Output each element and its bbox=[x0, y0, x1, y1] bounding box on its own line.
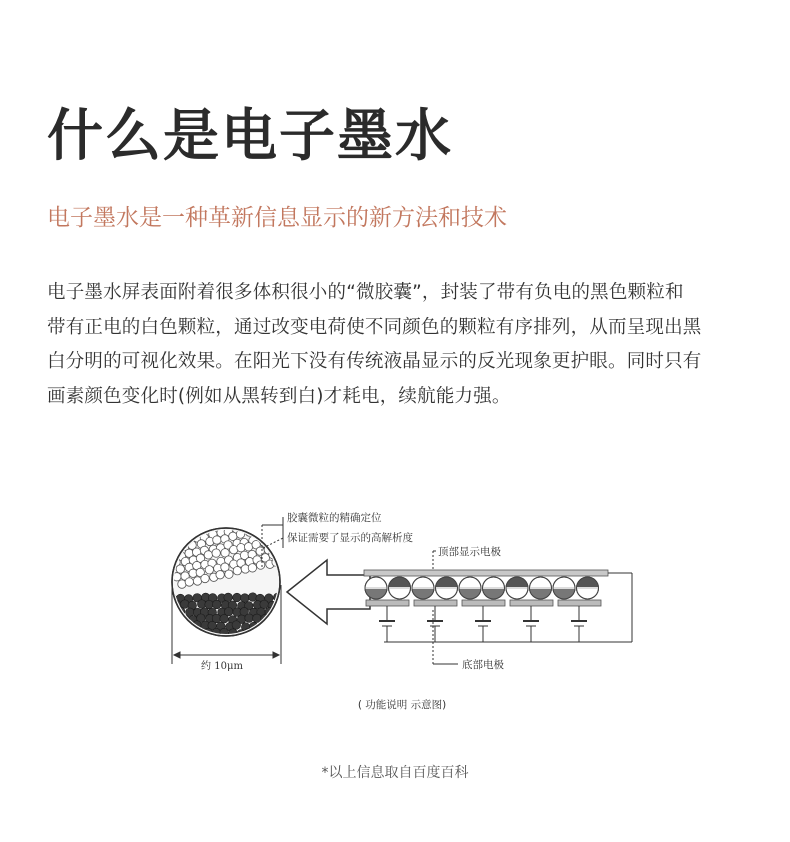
capsule-label: 胶囊微粒的精确定位 bbox=[287, 512, 382, 524]
black-particle bbox=[180, 630, 189, 639]
microcapsule bbox=[530, 577, 552, 599]
black-particle bbox=[232, 621, 241, 630]
white-particle bbox=[262, 526, 270, 534]
white-particle bbox=[274, 530, 282, 538]
black-particle bbox=[177, 621, 186, 630]
black-particle bbox=[253, 614, 262, 623]
black-particle bbox=[168, 607, 177, 616]
white-particle bbox=[237, 516, 245, 524]
white-particle bbox=[245, 515, 253, 523]
bottom-electrode-segment bbox=[414, 600, 457, 606]
white-particle bbox=[213, 536, 221, 544]
white-particle bbox=[180, 528, 188, 536]
bottom-electrode-segment bbox=[366, 600, 409, 606]
black-particle bbox=[276, 629, 285, 638]
white-particle bbox=[178, 537, 186, 545]
white-particle bbox=[268, 509, 276, 517]
size-label: 约 10μm bbox=[201, 661, 243, 672]
black-particle bbox=[260, 600, 269, 609]
page-title: 什么是电子墨水 bbox=[47, 104, 453, 169]
description-line: 电子墨水屏表面附着很多体积很小的“微胶囊”，封装了带有负电的黑色颗粒和 bbox=[47, 282, 684, 303]
black-particle bbox=[205, 600, 214, 609]
description-line: 白分明的可视化效果。在阳光下没有传统液晶显示的反光现象更护眼。同时只有 bbox=[47, 351, 702, 372]
black-particle bbox=[241, 594, 250, 603]
black-particle bbox=[260, 628, 269, 637]
white-particle bbox=[173, 531, 181, 539]
black-particle bbox=[169, 622, 178, 631]
battery-icon bbox=[427, 606, 443, 642]
battery-icon bbox=[475, 606, 491, 642]
description-line: 带有正电的白色颗粒，通过改变电荷使不同颜色的颗粒有序排列，从而呈现出黑 bbox=[47, 316, 702, 338]
black-particle bbox=[220, 614, 229, 623]
black-particle bbox=[273, 621, 282, 630]
black-particle bbox=[264, 621, 273, 630]
white-particle bbox=[252, 527, 260, 535]
black-particle bbox=[212, 600, 221, 609]
bottom-electrode-segment bbox=[558, 600, 601, 606]
white-particle bbox=[264, 533, 272, 541]
white-particle bbox=[212, 549, 220, 557]
black-particle bbox=[268, 628, 277, 637]
white-particle bbox=[225, 570, 233, 578]
white-particle bbox=[189, 527, 197, 535]
description-line: 画素颜色变化时(例如从黑转到白)才耗电，续航能力强。 bbox=[47, 385, 511, 407]
battery-icon bbox=[379, 606, 395, 642]
microcapsule bbox=[412, 577, 434, 599]
microcapsule bbox=[389, 577, 411, 599]
resolution-label: 保证需要了显示的高解析度 bbox=[287, 532, 413, 544]
microcapsule bbox=[483, 577, 505, 599]
white-particle bbox=[256, 561, 264, 569]
white-particle bbox=[272, 544, 280, 552]
microcapsule bbox=[506, 577, 528, 599]
black-particle bbox=[189, 628, 198, 637]
black-particle bbox=[233, 593, 242, 602]
white-particle bbox=[257, 519, 265, 527]
page-subtitle: 电子墨水是一种革新信息显示的新方法和技术 bbox=[47, 205, 507, 231]
black-particle bbox=[224, 593, 233, 602]
top-electrode bbox=[364, 570, 608, 576]
white-particle bbox=[221, 519, 229, 527]
battery-icon bbox=[571, 606, 587, 642]
black-particle bbox=[172, 616, 181, 625]
white-particle bbox=[248, 564, 256, 572]
microcapsule bbox=[577, 577, 599, 599]
white-particle bbox=[205, 566, 213, 574]
bottom-electrode-segment bbox=[462, 600, 505, 606]
white-particle bbox=[248, 522, 256, 530]
white-particle bbox=[185, 578, 193, 586]
microcapsule bbox=[436, 577, 458, 599]
white-particle bbox=[204, 551, 212, 559]
top-electrode-label: 顶部显示电极 bbox=[438, 546, 501, 558]
microcapsule bbox=[553, 577, 575, 599]
white-particle bbox=[233, 567, 241, 575]
white-particle bbox=[273, 517, 281, 525]
white-particle bbox=[172, 544, 180, 552]
magnified-capsule bbox=[168, 509, 285, 638]
white-particle bbox=[269, 536, 277, 544]
black-particle bbox=[248, 593, 257, 602]
white-particle bbox=[244, 543, 252, 551]
arrow-icon bbox=[287, 560, 370, 624]
diagram-caption: ( 功能说明 示意图) bbox=[357, 699, 447, 711]
microcapsule bbox=[459, 577, 481, 599]
black-particle bbox=[268, 615, 277, 624]
source-footnote: *以上信息取自百度百科 bbox=[321, 765, 469, 781]
black-particle bbox=[245, 614, 254, 623]
microcapsule bbox=[365, 577, 387, 599]
bottom-electrode-segment bbox=[510, 600, 553, 606]
bottom-electrode-label: 底部电极 bbox=[462, 659, 504, 671]
white-particle bbox=[252, 512, 260, 520]
white-particle bbox=[262, 512, 270, 520]
black-particle bbox=[173, 628, 182, 637]
white-particle bbox=[201, 574, 209, 582]
white-particle bbox=[216, 571, 224, 579]
battery-icon bbox=[523, 606, 539, 642]
white-particle bbox=[229, 518, 237, 526]
white-particle bbox=[237, 544, 245, 552]
